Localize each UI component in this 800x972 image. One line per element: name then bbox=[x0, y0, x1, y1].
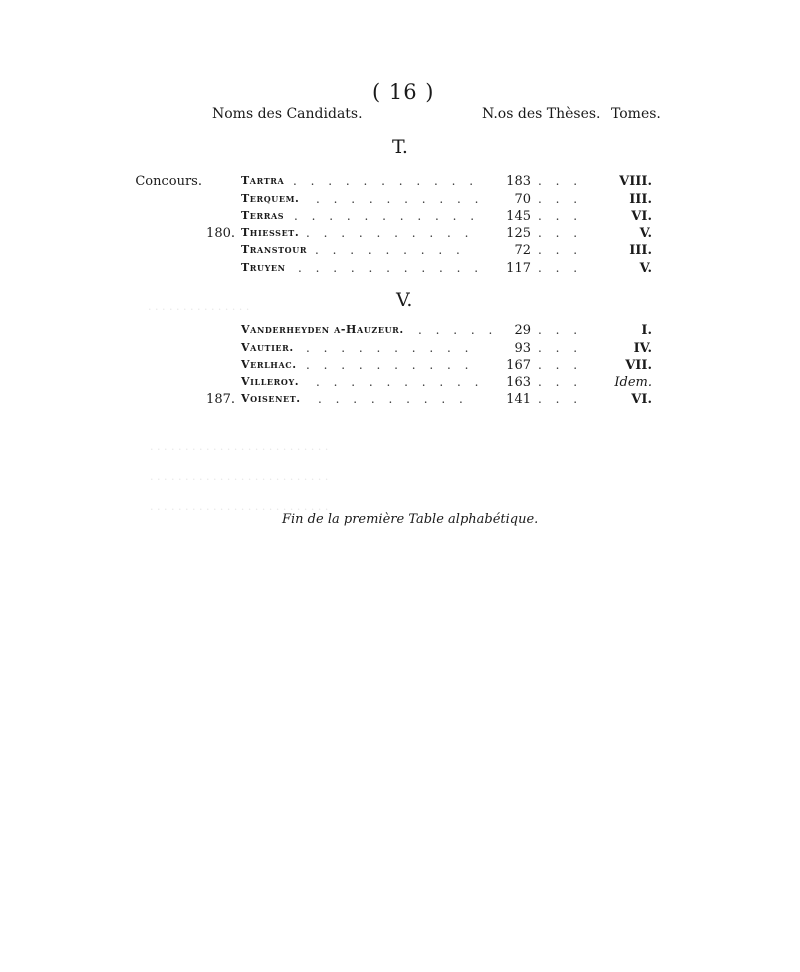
column-header-tomes: Tomes. bbox=[611, 106, 661, 122]
leader-dots: . . . bbox=[538, 174, 583, 188]
leader-dots: . . . bbox=[538, 358, 583, 372]
thesis-number: 72 bbox=[514, 243, 531, 258]
candidate-name: Transtour bbox=[241, 243, 308, 256]
bleed-through-mark: . . . . . . . . . . . . . . . . . . . . . . . . . . bbox=[150, 440, 329, 453]
table-row bbox=[0, 261, 800, 279]
leader-dots: . . . bbox=[538, 243, 583, 257]
leader-dots: . . . bbox=[538, 392, 583, 406]
thesis-number: 141 bbox=[506, 392, 531, 407]
thesis-number: 70 bbox=[514, 192, 531, 207]
leader-dots: . . . bbox=[538, 375, 583, 389]
thesis-number: 29 bbox=[514, 323, 531, 338]
thesis-number: 167 bbox=[506, 358, 531, 373]
candidate-name: Thiesset. bbox=[241, 226, 300, 239]
leader-dots: . . . . . . . . . . . bbox=[294, 209, 480, 223]
tome-number: III. bbox=[629, 243, 652, 258]
leader-dots: . . . . . . . . . bbox=[318, 392, 468, 406]
bleed-through-mark: . . . . . . . . . . . . . . . . . . . . . . . . . . bbox=[150, 470, 329, 483]
tome-number: III. bbox=[629, 192, 652, 207]
tome-number: VII. bbox=[625, 358, 652, 373]
section-letter-v: V. bbox=[396, 289, 413, 311]
table-row bbox=[0, 192, 800, 210]
row-prefix: Concours. bbox=[135, 174, 202, 189]
table-row bbox=[0, 243, 800, 261]
leader-dots: . . . . . bbox=[418, 323, 498, 337]
candidate-name: Voisenet. bbox=[241, 392, 301, 405]
candidate-name: Vanderheyden a-Hauzeur. bbox=[241, 323, 404, 336]
tome-number: Idem. bbox=[614, 375, 652, 390]
candidate-name: Villeroy. bbox=[241, 375, 300, 388]
table-row bbox=[0, 226, 800, 244]
candidate-name: Verlhac. bbox=[241, 358, 297, 371]
candidate-name: Vautier. bbox=[241, 341, 294, 354]
table-end-note: Fin de la première Table alphabétique. bbox=[282, 512, 539, 527]
candidate-name: Terquem. bbox=[241, 192, 300, 205]
leader-dots: . . . . . . . . . . bbox=[306, 226, 474, 240]
leader-dots: . . . . . . . . . . . bbox=[293, 174, 479, 188]
table-row bbox=[0, 392, 800, 410]
candidate-name: Terras bbox=[241, 209, 285, 222]
table-row bbox=[0, 375, 800, 393]
table-row bbox=[0, 209, 800, 227]
tome-number: I. bbox=[641, 323, 652, 338]
tome-number: V. bbox=[639, 226, 652, 241]
tome-number: VIII. bbox=[619, 174, 652, 189]
leader-dots: . . . . . . . . . . bbox=[306, 341, 474, 355]
leader-dots: . . . bbox=[538, 226, 583, 240]
row-prefix: 180. bbox=[206, 226, 235, 241]
tome-number: IV. bbox=[633, 341, 652, 356]
leader-dots: . . . bbox=[538, 192, 583, 206]
candidate-name: Tartra bbox=[241, 174, 285, 187]
table-row bbox=[0, 174, 800, 192]
leader-dots: . . . . . . . . . bbox=[315, 243, 465, 257]
column-header-theses: N.os des Thèses. bbox=[482, 106, 601, 122]
leader-dots: . . . bbox=[538, 323, 583, 337]
thesis-number: 145 bbox=[506, 209, 531, 224]
page-number: ( 16 ) bbox=[372, 80, 435, 104]
leader-dots: . . . bbox=[538, 209, 583, 223]
table-row bbox=[0, 341, 800, 359]
section-letter-t: T. bbox=[392, 136, 408, 158]
bleed-through-mark: . . . . . . . . . . . . . . . . . . . . . . . . . . bbox=[150, 500, 329, 513]
tome-number: VI. bbox=[631, 392, 652, 407]
leader-dots: . . . . . . . . . . bbox=[316, 375, 484, 389]
leader-dots: . . . . . . . . . . . bbox=[298, 261, 484, 275]
thesis-number: 125 bbox=[506, 226, 531, 241]
tome-number: V. bbox=[639, 261, 652, 276]
tome-number: VI. bbox=[631, 209, 652, 224]
thesis-number: 183 bbox=[506, 174, 531, 189]
leader-dots: . . . . . . . . . . bbox=[316, 192, 484, 206]
row-prefix: 187. bbox=[206, 392, 235, 407]
leader-dots: . . . bbox=[538, 341, 583, 355]
thesis-number: 93 bbox=[514, 341, 531, 356]
bleed-through-mark: . . . . . . . . . . . . . . . bbox=[148, 300, 250, 313]
leader-dots: . . . . . . . . . . bbox=[306, 358, 474, 372]
thesis-number: 163 bbox=[506, 375, 531, 390]
table-row bbox=[0, 358, 800, 376]
column-header-names: Noms des Candidats. bbox=[212, 106, 363, 122]
thesis-number: 117 bbox=[506, 261, 531, 276]
leader-dots: . . . bbox=[538, 261, 583, 275]
table-row bbox=[0, 323, 800, 341]
candidate-name: Truyen bbox=[241, 261, 286, 274]
